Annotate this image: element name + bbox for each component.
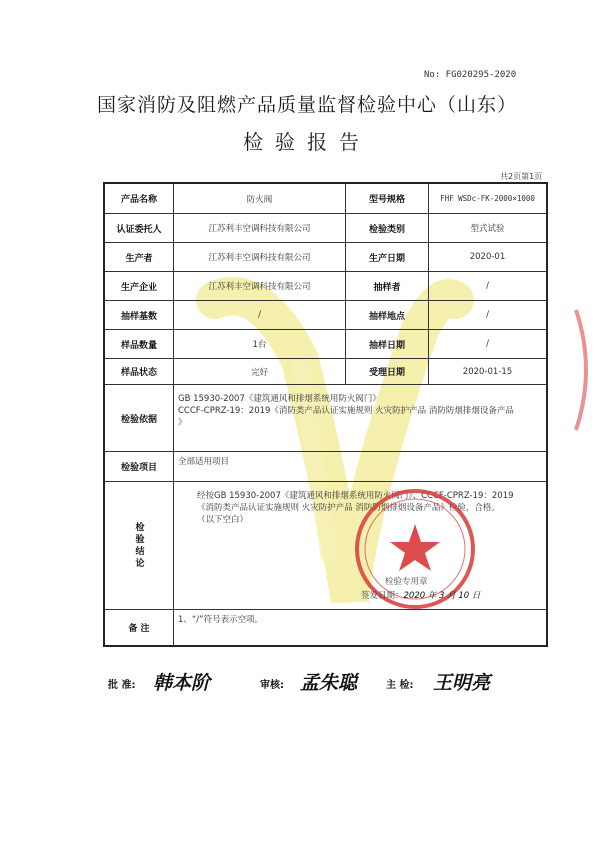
conclusion-line-1: 经按GB 15930-2007《建筑通风和排烟系统用防火阀门》、CCCF-CPRZ-19：2019 — [197, 491, 514, 501]
product-name-label: 产品名称 — [120, 195, 157, 205]
approve-label: 批 准: — [108, 680, 136, 691]
sample-qty-value: 1台 — [252, 340, 267, 350]
factory-label: 生产企业 — [120, 282, 157, 293]
client-label: 认证委托人 — [116, 224, 162, 235]
stamp-caption: 检验专用章 — [385, 577, 428, 587]
document-title: 检验报告 — [243, 130, 371, 154]
model-spec-label: 型号规格 — [368, 195, 405, 205]
approve-signature: 韩本阶 — [153, 672, 211, 694]
organization-name: 国家消防及阻燃产品质量监督检验中心（山东） — [96, 94, 517, 116]
sampling-date-label: 抽样日期 — [368, 340, 405, 351]
manufacturer-value: 江苏利丰空调科技有限公司 — [208, 253, 311, 263]
signature-row — [108, 668, 558, 698]
sampling-base-label: 抽样基数 — [120, 311, 157, 322]
sign-date — [361, 590, 480, 602]
production-date-label: 生产日期 — [368, 253, 405, 264]
basis-label: 检验依据 — [120, 414, 157, 425]
sampling-date-value: / — [486, 339, 489, 349]
items-label: 检验项目 — [120, 463, 157, 473]
conclusion-line-2: 《消防类产品认证实施规则 火灾防护产品 消防防烟排烟设备产品》检验，合格。 — [197, 503, 500, 513]
review-signature: 孟朱聪 — [300, 672, 358, 694]
basis-line-2: CCCF-CPRZ-19：2019《消防类产品认证实施规则 火灾防护产品 消防防烟排烟设备产品 — [178, 406, 514, 416]
remarks-value: 1、“/”符号表示空项。 — [178, 615, 264, 625]
sampling-place-value: / — [486, 310, 489, 320]
client-value: 江苏利丰空调科技有限公司 — [208, 224, 311, 234]
sampler-label: 抽样者 — [373, 282, 401, 293]
production-date-value: 2020-01 — [469, 252, 506, 262]
sample-state-label: 样品状态 — [120, 368, 157, 378]
sign-date-label: 签发日期： — [361, 591, 404, 601]
product-name-value: 防火阀 — [246, 194, 273, 205]
sign-date-value: 2020 年 3 月 10 日 — [403, 591, 481, 601]
conclusion-label: 检验结论 — [133, 521, 144, 570]
items-value: 全部适用项目 — [178, 457, 230, 467]
test-label: 主 检: — [386, 680, 414, 691]
sample-qty-label: 样品数量 — [120, 340, 157, 351]
test-type-label: 检验类别 — [368, 224, 405, 235]
basis-line-3: 》 — [178, 418, 187, 428]
factory-value: 江苏利丰空调科技有限公司 — [208, 282, 311, 292]
review-label: 审核: — [260, 680, 284, 691]
test-signature: 王明亮 — [433, 672, 491, 694]
conclusion-line-3: （以下空白） — [197, 515, 249, 525]
report-number: No: FG020295-2020 — [424, 70, 517, 80]
report-table — [103, 182, 548, 647]
edge-seal-fragment — [556, 300, 614, 440]
basis-line-1: GB 15930-2007《建筑通风和排烟系统用防火阀门》 — [178, 394, 381, 404]
test-type-value: 型式试验 — [470, 224, 505, 234]
sample-state-value: 完好 — [250, 367, 268, 378]
model-spec-value: FHF WSDc-FK-2000×1000 — [440, 194, 535, 203]
manufacturer-label: 生产者 — [125, 253, 153, 264]
accept-date-label: 受理日期 — [368, 368, 405, 378]
sampling-place-label: 抽样地点 — [368, 311, 405, 322]
basis-text — [178, 393, 542, 429]
page-count: 共2页第1页 — [500, 172, 543, 181]
sampling-base-value: / — [258, 310, 261, 320]
accept-date-value: 2020-01-15 — [462, 366, 513, 377]
sampler-value: / — [486, 281, 489, 291]
remarks-label: 备 注 — [128, 624, 150, 634]
